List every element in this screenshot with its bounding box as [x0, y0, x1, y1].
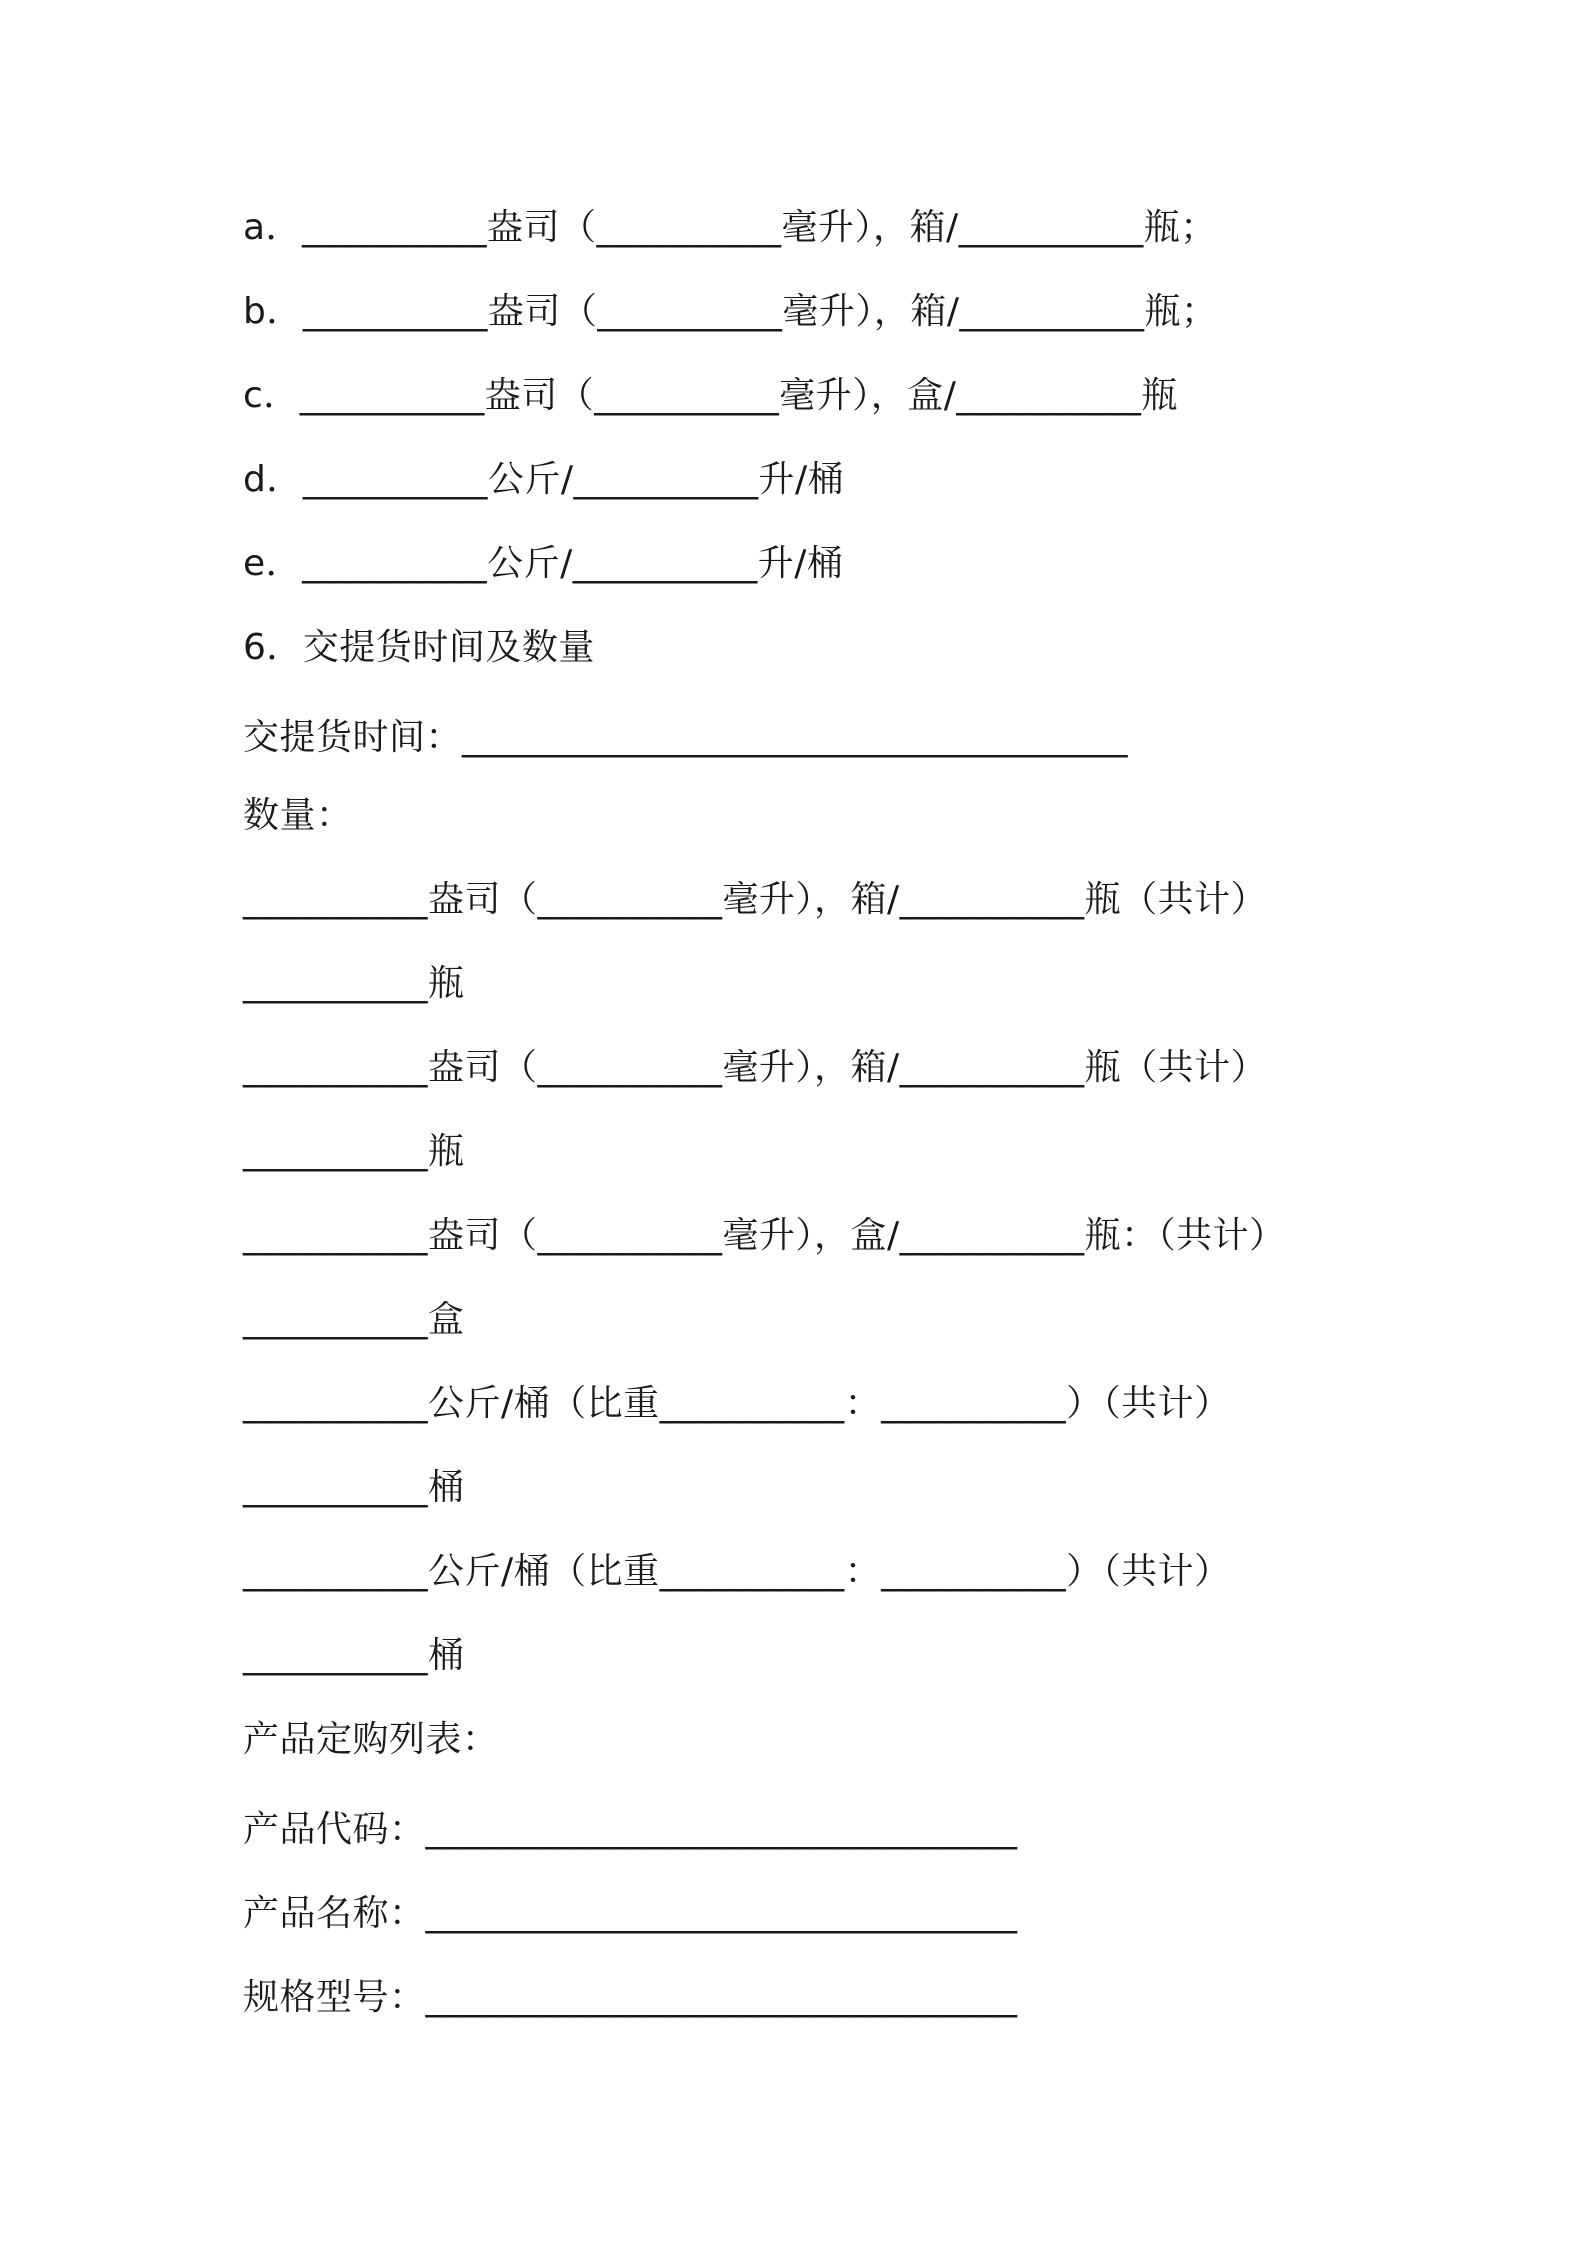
spec-model-field: 规格型号：________________________________	[243, 1977, 1018, 2018]
quantity-line-2: __________盎司（__________毫升），箱/__________瓶（共计）	[243, 1047, 1268, 1088]
section-heading-delivery: 6．交提货时间及数量	[243, 627, 595, 668]
quantity-line-3-total: __________盒	[243, 1299, 465, 1340]
product-name-field: 产品名称：________________________________	[243, 1893, 1018, 1934]
product-list-heading: 产品定购列表：	[243, 1719, 499, 1760]
spec-line-a: a．__________盎司（__________毫升），箱/__________瓶；	[243, 207, 1217, 248]
quantity-line-4: __________公斤/桶（比重__________：__________）（共计）	[243, 1383, 1231, 1424]
product-code-field: 产品代码：________________________________	[243, 1809, 1018, 1850]
quantity-line-1: __________盎司（__________毫升），箱/__________瓶（共计）	[243, 879, 1268, 920]
spec-line-c: c．__________盎司（__________毫升），盒/__________瓶	[243, 375, 1178, 416]
quantity-line-2-total: __________瓶	[243, 1131, 465, 1172]
quantity-line-4-total: __________桶	[243, 1467, 465, 1508]
spec-line-e: e．__________公斤/__________升/桶	[243, 543, 844, 584]
quantity-label: 数量：	[243, 795, 353, 836]
delivery-time-field: 交提货时间：____________________________________	[243, 717, 1129, 758]
quantity-line-5-total: __________桶	[243, 1635, 465, 1676]
spec-line-b: b．__________盎司（__________毫升），箱/__________瓶；	[243, 291, 1218, 332]
spec-line-d: d．__________公斤/__________升/桶	[243, 459, 845, 500]
quantity-line-3: __________盎司（__________毫升），盒/__________瓶：（共计）	[243, 1215, 1286, 1256]
quantity-line-5: __________公斤/桶（比重__________：__________）（共计）	[243, 1551, 1231, 1592]
quantity-line-1-total: __________瓶	[243, 963, 465, 1004]
